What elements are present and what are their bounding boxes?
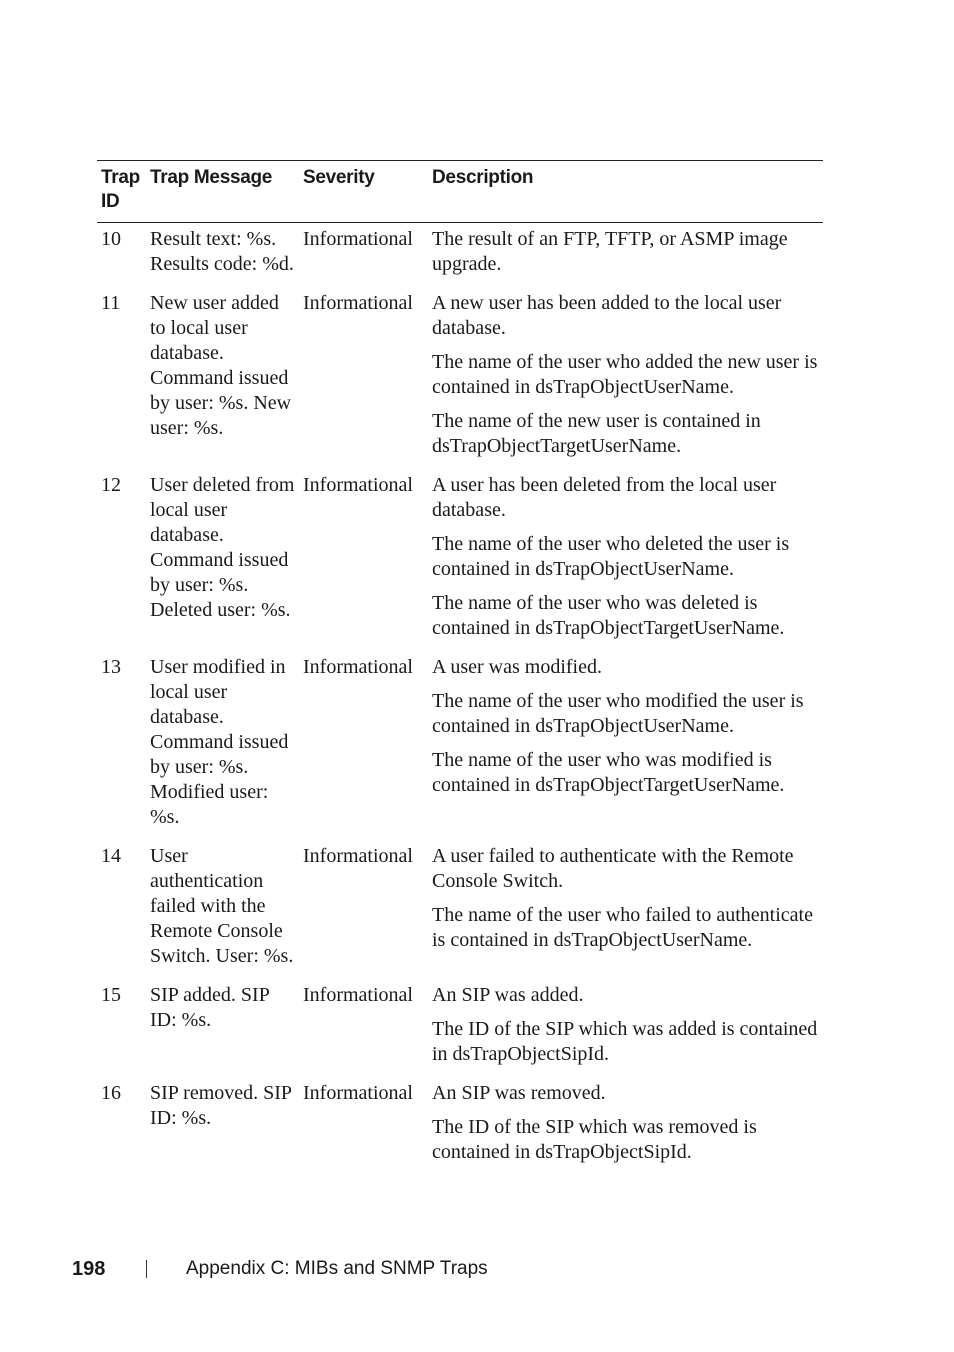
description-paragraph: An SIP was added.: [432, 984, 584, 1006]
table-row: [97, 470, 823, 652]
table-row: [97, 841, 823, 980]
description-paragraph: The ID of the SIP which was removed is contained in dsTrapObjectSipId.: [432, 1116, 757, 1163]
traps-table: [97, 160, 823, 1176]
table-row: [97, 288, 823, 470]
trap-id-cell: 14: [101, 845, 121, 867]
trap-id-cell: 16: [101, 1082, 121, 1104]
trap-message-cell: User deleted from local user database. Command issued by user: %s. Deleted user: %s.: [150, 474, 295, 621]
header-trap-id: Trap ID: [101, 167, 140, 212]
table-body: [97, 223, 823, 1177]
header-trap-message: Trap Message: [150, 167, 273, 188]
description-paragraph: The name of the user who failed to authenticate is contained in dsTrapObjectUserName.: [432, 904, 813, 951]
description-paragraph: The name of the new user is contained in dsTrapObjectTargetUserName.: [432, 410, 761, 457]
table-header: [97, 161, 823, 223]
trap-message-cell: Result text: %s. Results code: %d.: [150, 228, 294, 275]
trap-id-cell: 10: [101, 228, 121, 250]
page-number: 198: [72, 1257, 106, 1280]
severity-cell: Informational: [303, 228, 413, 250]
trap-message-cell: User modified in local user database. Command issued by user: %s. Modified user: %s.: [150, 656, 289, 828]
severity-cell: Informational: [303, 984, 413, 1006]
trap-id-cell: 15: [101, 984, 121, 1006]
description-paragraph: The ID of the SIP which was added is contained in dsTrapObjectSipId.: [432, 1018, 818, 1065]
description-cell: [428, 652, 823, 841]
description-paragraph: The name of the user who modified the user is contained in dsTrapObjectUserName.: [432, 690, 804, 737]
trap-id-cell: 12: [101, 474, 121, 496]
table-row: [97, 223, 823, 289]
description-cell: [428, 841, 823, 980]
description-paragraph: A user failed to authenticate with the Remote Console Switch.: [432, 845, 794, 892]
trap-message-cell: New user added to local user database. Command issued by user: %s. New user: %s.: [150, 292, 292, 439]
header-severity: Severity: [303, 167, 375, 188]
severity-cell: Informational: [303, 845, 413, 867]
description-cell: [428, 223, 823, 289]
description-paragraph: An SIP was removed.: [432, 1082, 606, 1104]
severity-cell: Informational: [303, 656, 413, 678]
trap-id-cell: 11: [101, 292, 121, 314]
trap-id-cell: 13: [101, 656, 121, 678]
trap-message-cell: User authentication failed with the Remote Console Switch. User: %s.: [150, 845, 294, 967]
description-paragraph: A user was modified.: [432, 656, 602, 678]
severity-cell: Informational: [303, 1082, 413, 1104]
page-footer: [72, 1256, 488, 1282]
header-description: Description: [432, 167, 534, 188]
severity-cell: Informational: [303, 474, 413, 496]
footer-divider: [146, 1260, 147, 1278]
description-paragraph: The name of the user who was deleted is contained in dsTrapObjectTargetUserName.: [432, 592, 785, 639]
description-cell: [428, 1078, 823, 1176]
severity-cell: Informational: [303, 292, 413, 314]
trap-message-cell: SIP added. SIP ID: %s.: [150, 984, 270, 1031]
description-cell: [428, 288, 823, 470]
description-paragraph: The name of the user who was modified is contained in dsTrapObjectTargetUserName.: [432, 749, 785, 796]
description-paragraph: The name of the user who deleted the user is contained in dsTrapObjectUserName.: [432, 533, 790, 580]
description-paragraph: A user has been deleted from the local user database.: [432, 474, 777, 521]
description-cell: [428, 980, 823, 1078]
table-row: [97, 980, 823, 1078]
trap-message-cell: SIP removed. SIP ID: %s.: [150, 1082, 292, 1129]
footer-title: Appendix C: MIBs and SNMP Traps: [186, 1258, 488, 1279]
description-paragraph: A new user has been added to the local user database.: [432, 292, 782, 339]
description-cell: [428, 470, 823, 652]
description-paragraph: The result of an FTP, TFTP, or ASMP image upgrade.: [432, 228, 788, 275]
table-row: [97, 1078, 823, 1176]
table-row: [97, 652, 823, 841]
table-header-row: [97, 161, 823, 223]
description-paragraph: The name of the user who added the new user is contained in dsTrapObjectUserName.: [432, 351, 818, 398]
